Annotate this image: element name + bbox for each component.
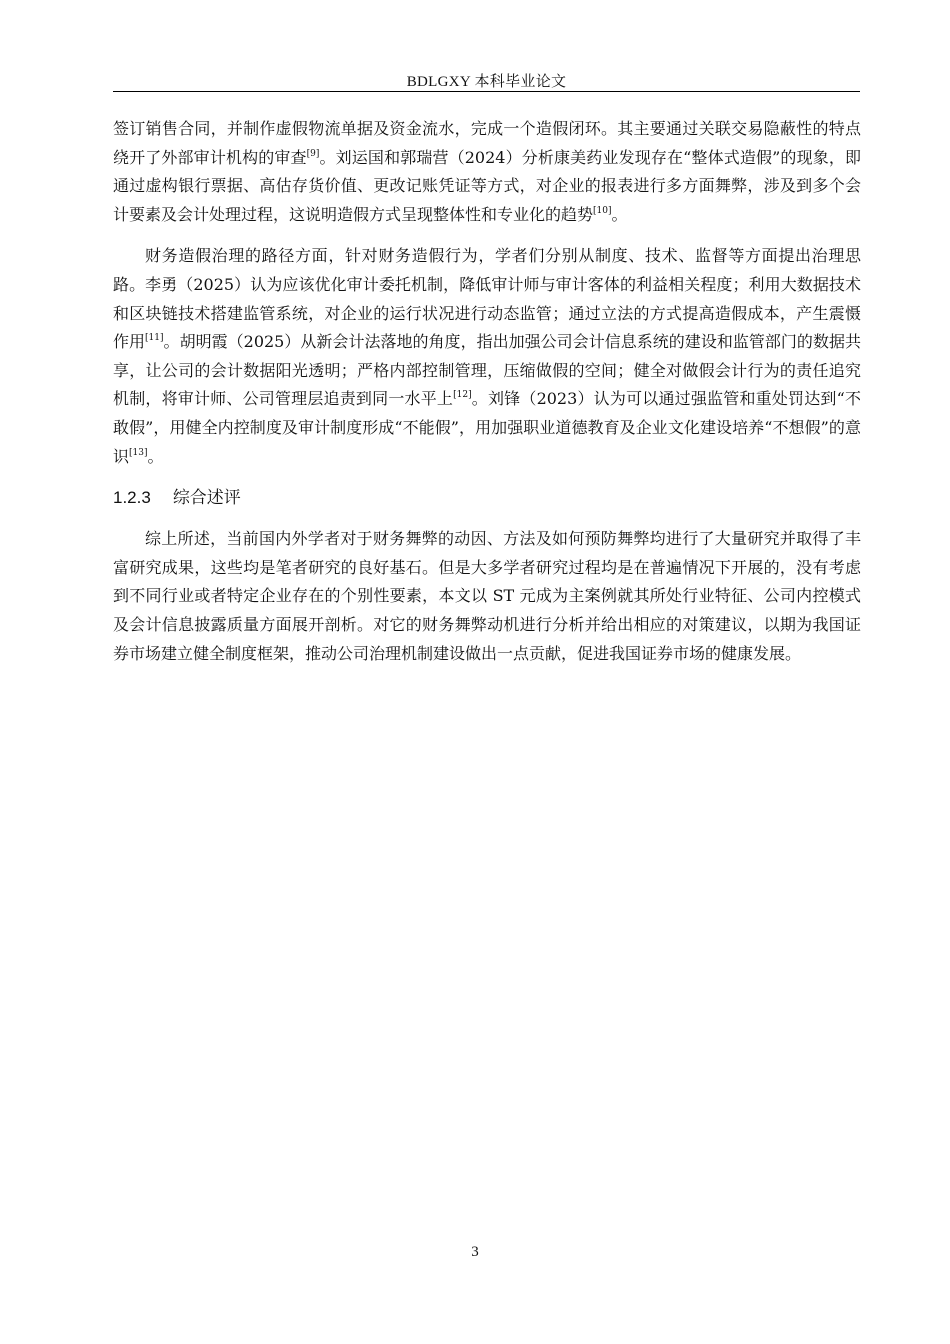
citation-ref: [9] <box>306 148 320 159</box>
paragraph-text: 。刘运国和郭瑞营（2024）分析康美药业发现存在“整体式造假”的现象，即通过虚构银行票据、高估存货价值、更改记账凭证等方式，对企业的报表进行多方面舞弊，涉及到多个会计要素及会计处理过程，这说明造假方式呈现整体性和专业化的趋势 <box>113 147 861 224</box>
citation-ref: [13] <box>129 447 148 458</box>
citation-ref: [12] <box>453 390 472 401</box>
paragraph-summary: 综上所述，当前国内外学者对于财务舞弊的动因、方法及如何预防舞弊均进行了大量研究并取得了丰富研究成果，这些均是笔者研究的良好基石。但是大多学者研究过程均是在普遍情况下开展的，没有考虑到不同行业或者特定企业存在的个别性要素，本文以 ST 元成为主案例就其所处行业特征、公司内控模式及会计信息披露质量方面展开剖析。对它的财务舞弊动机进行分析并给出相应的对策建议，以期为我国证券市场建立健全制度框架，推动公司治理机制建设做出一点贡献，促进我国证券市场的健康发展。 <box>113 529 861 663</box>
section-number: 1.2.3 <box>113 488 151 508</box>
paragraph-governance-paths <box>113 242 861 471</box>
paragraph-text: 。 <box>147 446 164 466</box>
section-heading <box>113 484 861 512</box>
paragraph-text: 。胡明霞（2025）从新会计法落地的角度，指出加强公司会计信息系统的建设和监管部门的数据共享，让公司的会计数据阳光透明；严格内部控制管理，压缩做假的空间；健全对做假会计行为的责任追究机制，将审计师、公司管理层追责到同一水平上 <box>113 332 861 409</box>
section-title: 综合述评 <box>172 488 241 509</box>
page-number: 3 <box>471 1244 479 1260</box>
paragraph-fraud-methods <box>113 115 861 229</box>
running-header: BDLGXY 本科毕业论文 <box>406 74 567 90</box>
paragraph-text: 。 <box>611 204 628 224</box>
paragraph-text: 财务造假治理的路径方面，针对财务造假行为，学者们分别从制度、技术、监督等方面提出治理思路。李勇（2025）认为应该优化审计委托机制，降低审计师与审计客体的利益相关程度；利用大数据技术和区块链技术搭建监管系统，对企业的运行状况进行动态监管；通过立法的方式提高造假成本，产生震慑作用 <box>113 246 861 352</box>
citation-ref: [10] <box>593 205 612 216</box>
paragraph-text: 。刘锋（2023）认为可以通过强监管和重处罚达到“不敢假”，用健全内控制度及审计制度形成“不能假”，用加强职业道德教育及企业文化建设培养“不想假”的意识 <box>113 389 861 466</box>
paragraph-text: 签订销售合同，并制作虚假物流单据及资金流水，完成一个造假闭环。其主要通过关联交易隐蔽性的特点绕开了外部审计机构的审查 <box>113 119 861 167</box>
header-rule <box>113 91 860 92</box>
citation-ref: [11] <box>145 333 164 344</box>
body-text <box>113 115 861 668</box>
